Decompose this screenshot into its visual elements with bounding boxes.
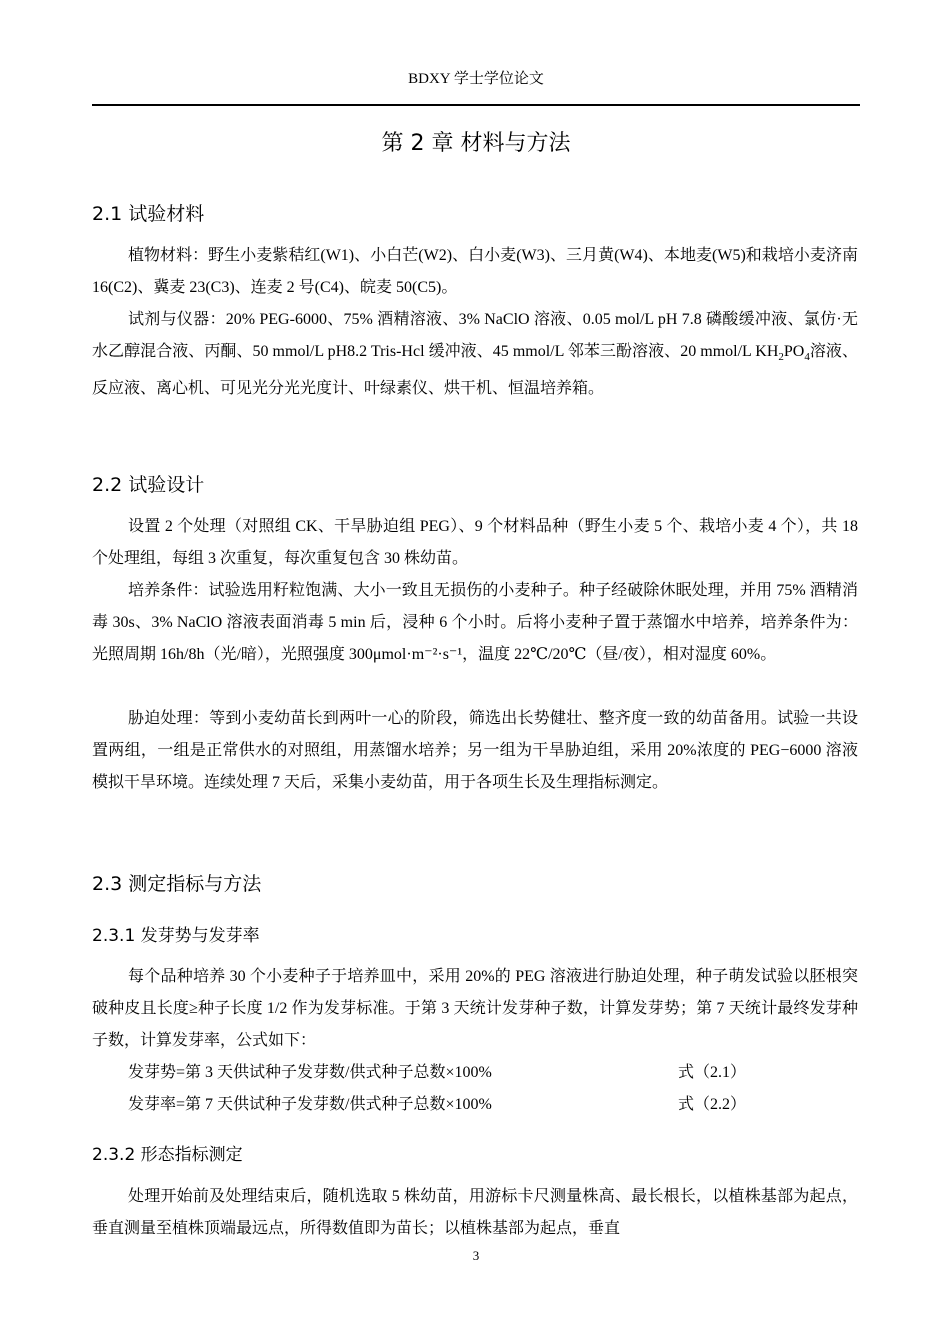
subscript-2: 2 [778, 351, 784, 364]
running-header: BDXY 学士学位论文 [408, 71, 544, 87]
reagents-text-part1: 试剂与仪器：20% PEG-6000、75% 酒精溶液、3% NaClO 溶液、0.05 mol/L pH 7.8 磷酸缓冲液、氯仿·无水乙醇混合液、丙酮、50 mmol/L pH8.2 Tris-Hcl 缓冲液、45 mmol/L 邻苯三酚溶液、20 mmol/L KH [92, 311, 858, 360]
paragraph-germination-method: 每个品种培养 30 个小麦种子于培养皿中，采用 20%的 PEG 溶液进行胁迫处理，种子萌发试验以胚根突破种皮且长度≥种子长度 1/2 作为发芽标准。于第 3 天统计发芽种子数，计算发芽势；第 7 天统计最终发芽种子数，计算发芽率，公式如下： [92, 968, 858, 1049]
section-heading-2-1: 2.1 试验材料 [92, 203, 205, 225]
subsection-heading-2-3-1: 2.3.1 发芽势与发芽率 [92, 926, 260, 946]
formula-2-2-label: 式（2.2） [678, 1096, 747, 1113]
paragraph-reagents-instruments [92, 304, 858, 405]
header-rule [92, 104, 860, 106]
section-heading-2-2: 2.2 试验设计 [92, 474, 205, 496]
section-heading-2-3: 2.3 测定指标与方法 [92, 873, 262, 895]
subsection-heading-2-3-2: 2.3.2 形态指标测定 [92, 1145, 243, 1165]
chapter-title: 第 2 章 材料与方法 [381, 131, 571, 156]
paragraph-morphology-method: 处理开始前及处理结束后，随机选取 5 株幼苗，用游标卡尺测量株高、最长根长，以植株基部为起点，垂直测量至植株顶端最远点，所得数值即为苗长；以植株基部为起点，垂直 [92, 1188, 858, 1237]
page-number: 3 [472, 1248, 480, 1263]
formula-2-2-expression: 发芽率=第 7 天供试种子发芽数/供式种子总数×100% [128, 1096, 492, 1113]
formula-2-1-expression: 发芽势=第 3 天供试种子发芽数/供式种子总数×100% [128, 1064, 492, 1081]
paragraph-stress-treatment: 胁迫处理：等到小麦幼苗长到两叶一心的阶段，筛选出长势健壮、整齐度一致的幼苗备用。试验一共设置两组，一组是正常供水的对照组，用蒸馏水培养；另一组为干旱胁迫组，采用 20%浓度的 PEG−6000 溶液模拟干旱环境。连续处理 7 天后，采集小麦幼苗，用于各项生长及生理指标测定。 [92, 710, 858, 791]
paragraph-plant-materials: 植物材料：野生小麦紫秸红(W1)、小白芒(W2)、白小麦(W3)、三月黄(W4)、本地麦(W5)和栽培小麦济南 16(C2)、冀麦 23(C3)、连麦 2 号(C4)、皖麦 50(C5)。 [92, 247, 858, 296]
paragraph-culture-conditions: 培养条件：试验选用籽粒饱满、大小一致且无损伤的小麦种子。种子经破除休眠处理，并用 75% 酒精消毒 30s、3% NaClO 溶液表面消毒 5 min 后，浸种 6 个小时。后将小麦种子置于蒸馏水中培养，培养条件为：光照周期 16h/8h（光/暗），光照强度 300μmol·m⁻²·s⁻¹，温度 22℃/20℃（昼/夜），相对湿度 60%。 [92, 582, 858, 663]
formula-germination-rate [128, 1092, 778, 1118]
formula-germination-energy [128, 1060, 778, 1086]
subscript-4: 4 [804, 351, 810, 364]
reagents-text-part2: 溶液、反应液、离心机、可见光分光光度计、叶绿素仪、烘干机、恒温培养箱。 [92, 343, 858, 398]
paragraph-treatment-setup: 设置 2 个处理（对照组 CK、干旱胁迫组 PEG）、9 个材料品种（野生小麦 5 个、栽培小麦 4 个），共 18 个处理组，每组 3 次重复，每次重复包含 30 株幼苗。 [92, 518, 858, 567]
formula-2-1-label: 式（2.1） [678, 1064, 747, 1081]
reagents-text-po: PO [783, 343, 805, 360]
